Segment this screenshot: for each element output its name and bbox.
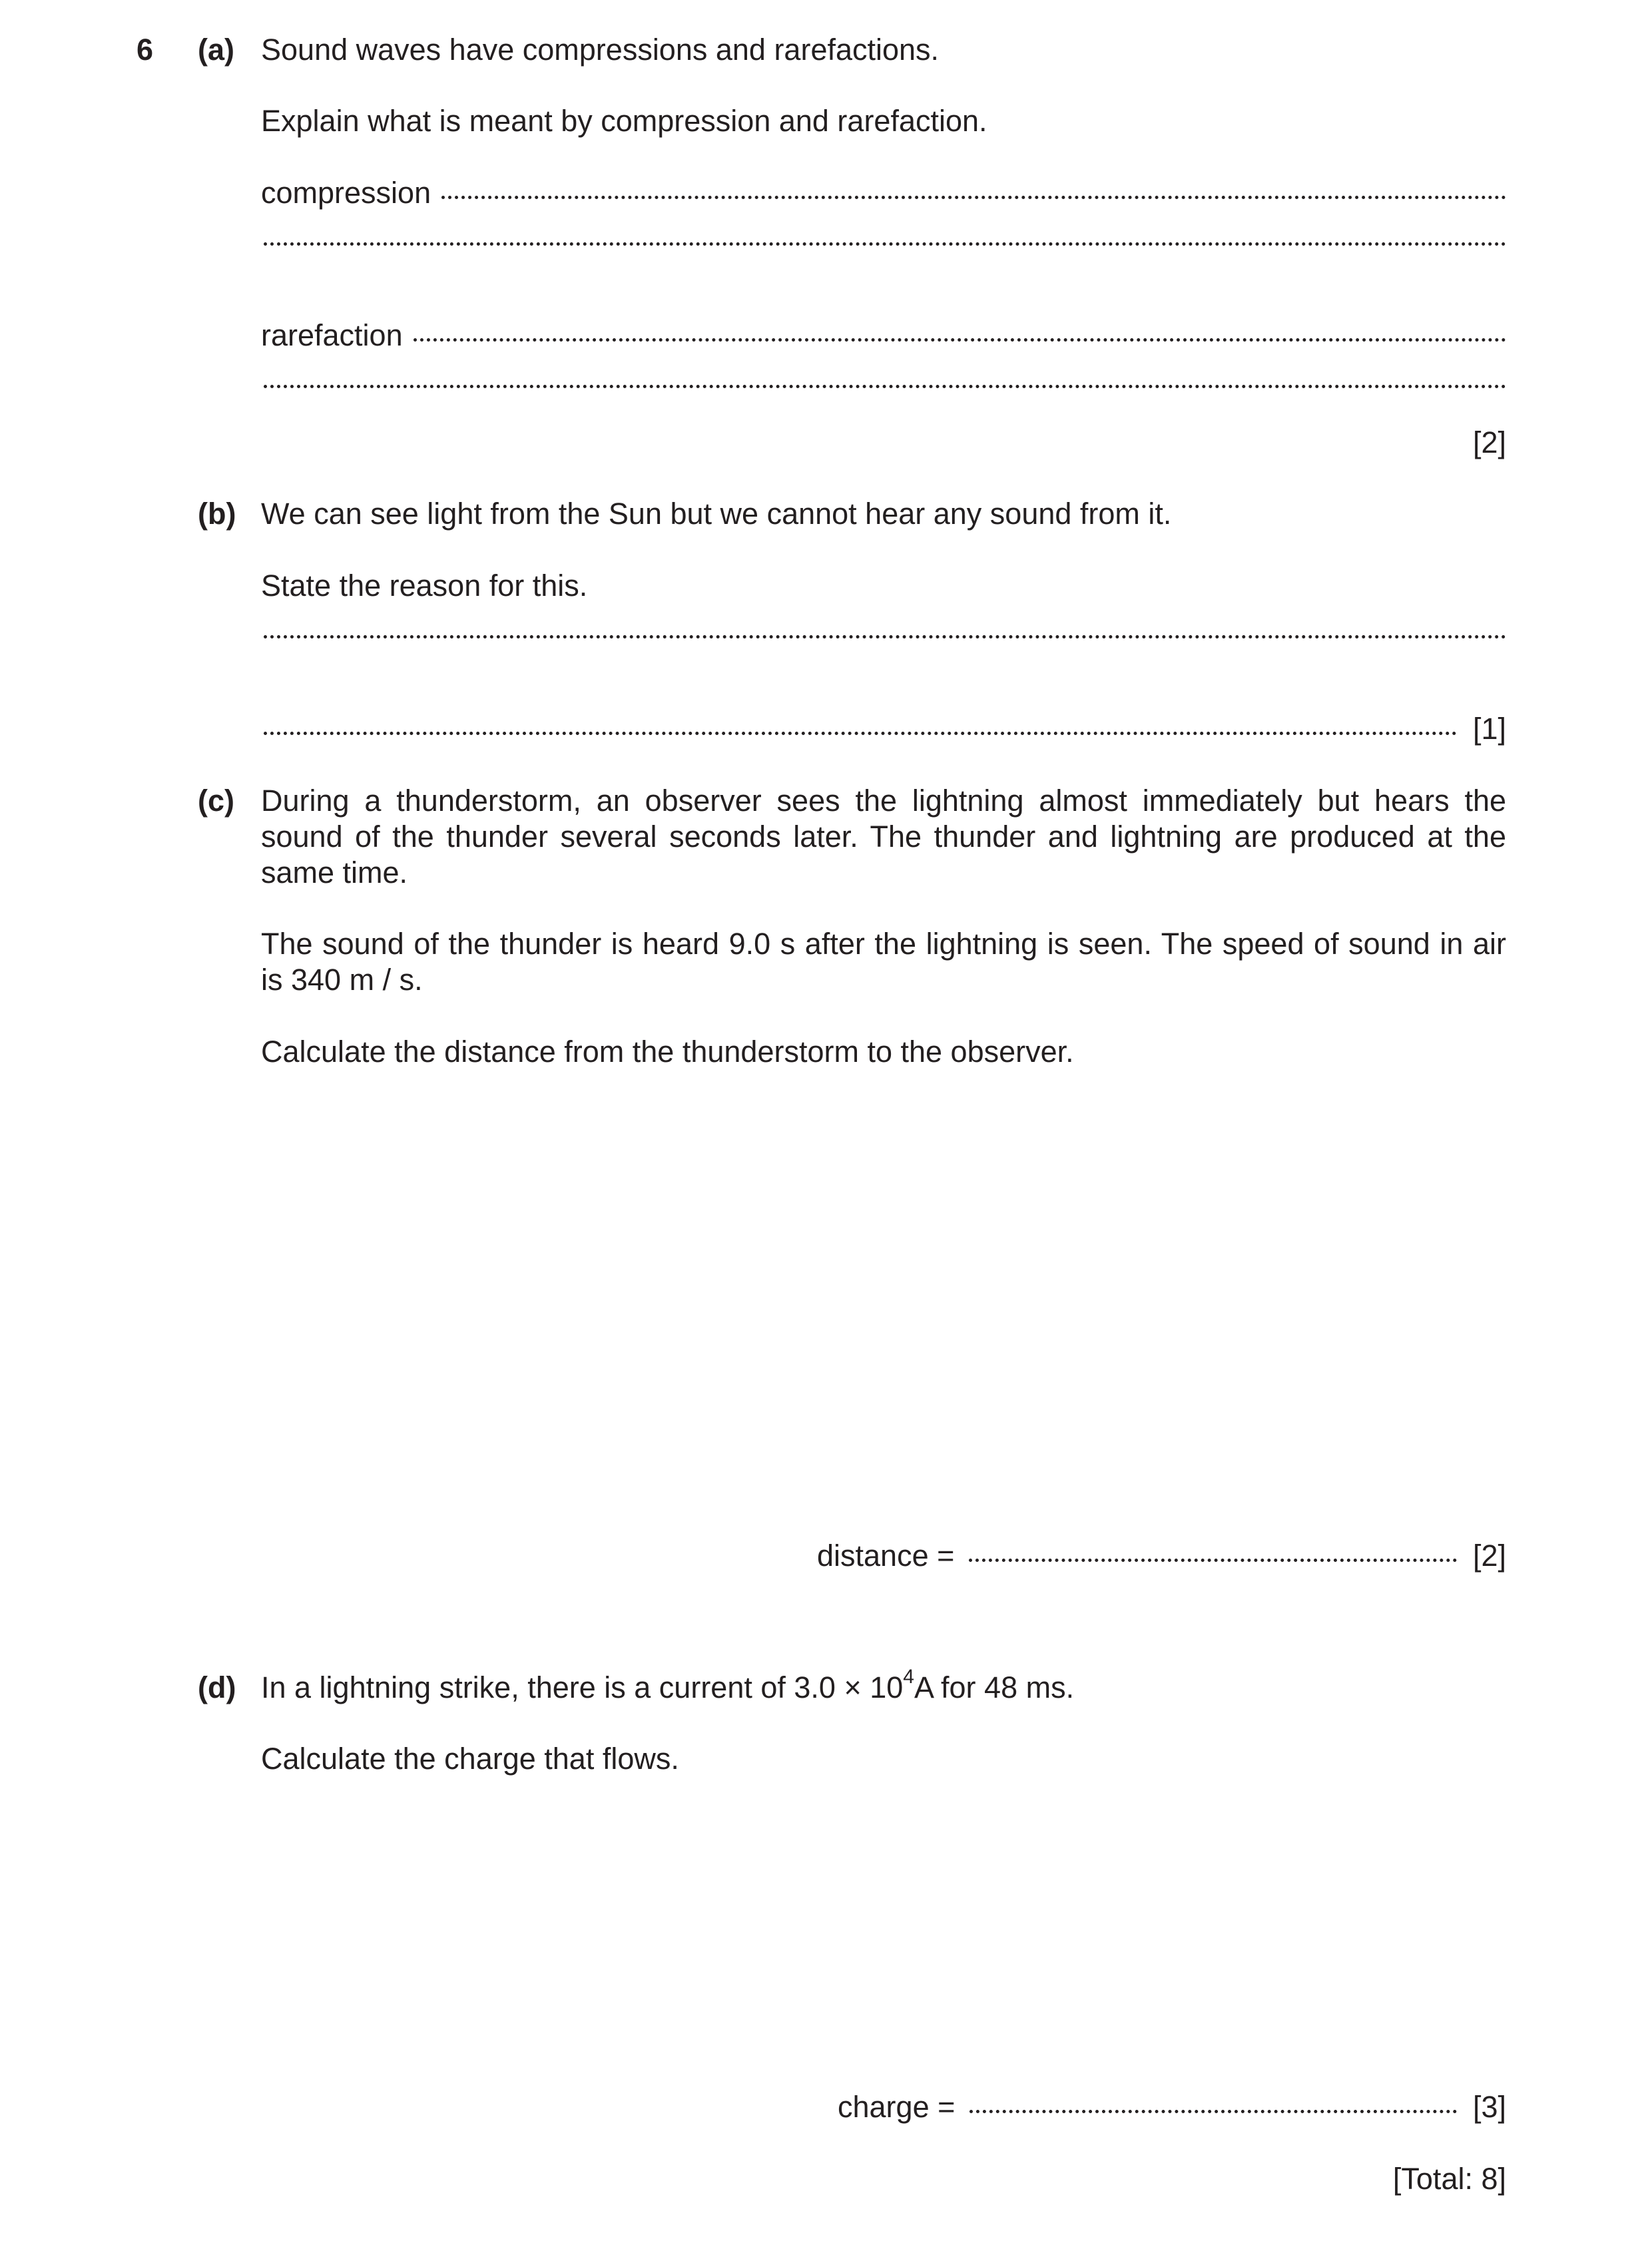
part-a-stem: Sound waves have compressions and rarefactions. xyxy=(261,33,940,67)
rarefaction-label: rarefaction xyxy=(261,318,403,352)
compression-answer-line-2[interactable] xyxy=(261,246,1506,250)
rarefaction-answer-line[interactable] xyxy=(261,318,1506,354)
answer-dots xyxy=(969,2110,1457,2113)
part-a-label: (a) xyxy=(198,33,234,67)
part-b-instruction: State the reason for this. xyxy=(261,569,588,603)
rarefaction-answer-line-2[interactable] xyxy=(261,389,1506,392)
part-d-label: (d) xyxy=(198,1670,236,1704)
charge-answer-line[interactable] xyxy=(838,2089,1506,2125)
part-b-stem: We can see light from the Sun but we cannot hear any sound from it. xyxy=(261,497,1172,531)
part-d-stem-text: In a lightning strike, there is a current of 3.0 × 10 xyxy=(261,1670,904,1704)
answer-dots xyxy=(413,338,1506,342)
part-d-exponent: 4 xyxy=(903,1666,914,1688)
distance-label: distance = xyxy=(817,1539,955,1573)
part-c-marks: [2] xyxy=(1472,1539,1506,1573)
part-d-marks: [3] xyxy=(1472,2090,1506,2124)
part-b-label: (b) xyxy=(198,497,236,531)
compression-answer-line[interactable] xyxy=(261,175,1506,211)
part-c-paragraph-1: During a thunderstorm, an observer sees the lightning almost immediately but hears the sound of the thunder several seconds later. The thunder and lightning are produced at the same time. xyxy=(261,784,1506,889)
part-c-paragraph-2: The sound of the thunder is heard 9.0 s after the lightning is seen. The speed of sound in air is 340 m / s. xyxy=(261,927,1506,997)
part-c-instruction: Calculate the distance from the thunderstorm to the observer. xyxy=(261,1035,1074,1069)
answer-dots xyxy=(441,196,1506,199)
total-marks: [Total: 8] xyxy=(1392,2162,1506,2196)
part-b-answer-line-2[interactable] xyxy=(261,711,1506,747)
question-number: 6 xyxy=(137,33,154,67)
answer-dots xyxy=(969,1559,1457,1562)
distance-answer-line[interactable] xyxy=(817,1538,1506,1574)
part-a-marks: [2] xyxy=(1472,425,1506,459)
answer-dots xyxy=(264,242,1506,246)
answer-dots xyxy=(264,635,1506,638)
part-d-stem-unit: A for 48 ms. xyxy=(914,1670,1075,1704)
answer-dots xyxy=(264,385,1506,388)
answer-dots xyxy=(264,732,1457,735)
part-b-marks: [1] xyxy=(1472,712,1506,746)
part-d-stem xyxy=(261,1666,1075,1706)
charge-label: charge = xyxy=(838,2090,956,2124)
compression-label: compression xyxy=(261,176,431,210)
part-a-instruction: Explain what is meant by compression and rarefaction. xyxy=(261,104,987,138)
part-c-label: (c) xyxy=(198,784,234,818)
part-d-instruction: Calculate the charge that flows. xyxy=(261,1742,679,1776)
part-b-answer-line-1[interactable] xyxy=(261,639,1506,642)
